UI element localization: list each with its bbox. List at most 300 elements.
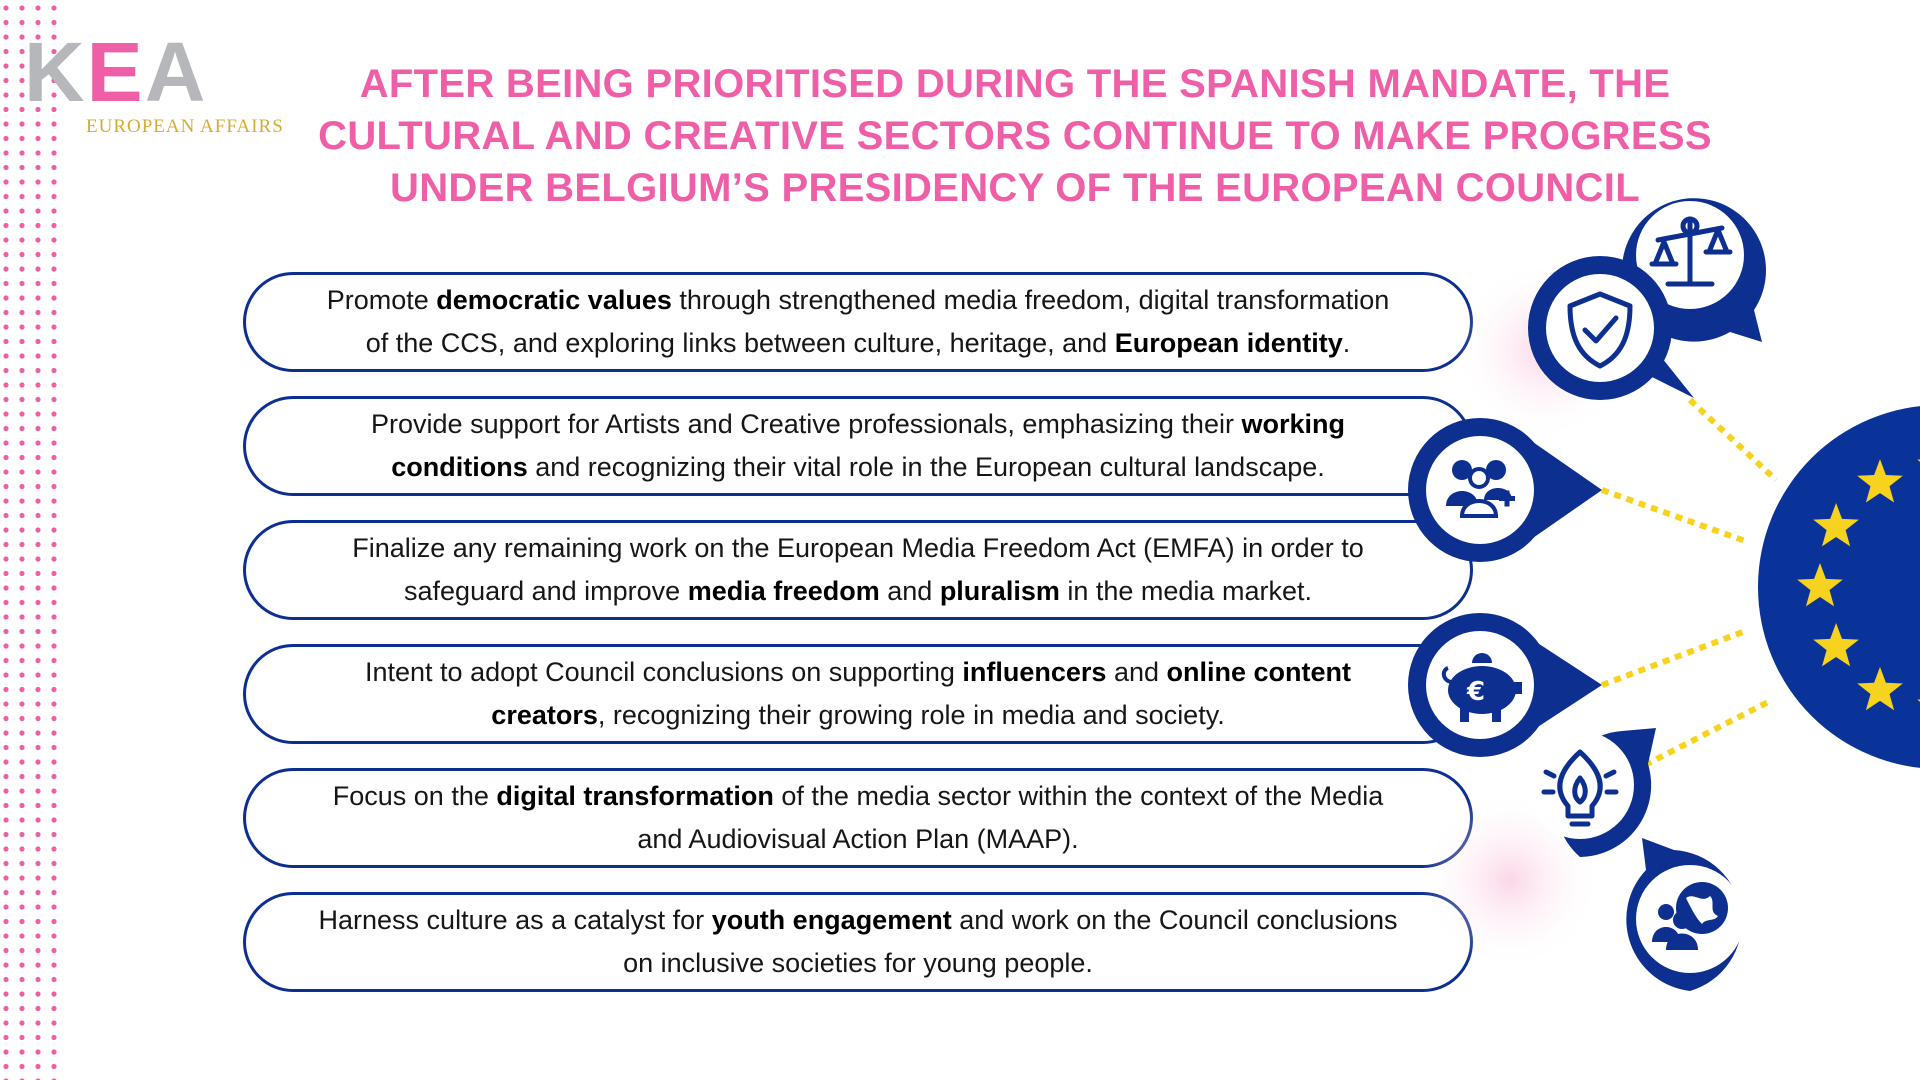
decor-dot [51,411,56,416]
decor-dot [19,208,24,213]
decor-dot [51,194,56,199]
decor-dot [51,5,56,10]
decor-dot [35,498,40,503]
decor-dot [3,687,8,692]
decor-dot [35,933,40,938]
decor-dot [3,165,8,170]
decor-dot [3,78,8,83]
priority-emphasis: European identity [1114,328,1343,358]
decor-dot [19,513,24,518]
decor-dot [19,658,24,663]
priority-emphasis: democratic values [436,285,672,315]
decor-dot [35,716,40,721]
pin-inner [1426,436,1534,544]
decor-dot [19,1035,24,1040]
decor-dot [51,919,56,924]
decor-dot [3,962,8,967]
decor-dot [51,687,56,692]
decor-dot [35,875,40,880]
decor-dot [35,730,40,735]
decor-dot [35,658,40,663]
decor-dot [35,803,40,808]
decor-dot [19,223,24,228]
decor-dot [3,817,8,822]
decor-dot [51,716,56,721]
decor-dot [3,803,8,808]
decor-dot [35,556,40,561]
decor-dot [19,266,24,271]
decor-dot [35,310,40,315]
decor-dot [3,1064,8,1069]
decor-dot [35,643,40,648]
decor-dot [51,759,56,764]
decor-dot [3,368,8,373]
decor-dot [35,614,40,619]
decor-dot [35,223,40,228]
decor-dot [51,426,56,431]
decor-dot [19,484,24,489]
decor-dot [35,774,40,779]
decor-dot [19,498,24,503]
decor-dot [51,295,56,300]
decor-dot [19,832,24,837]
connector-line [1645,700,1772,765]
decor-dot [19,977,24,982]
decor-dot [3,34,8,39]
dot-pattern-decoration [0,0,70,1080]
decor-dot [19,527,24,532]
icon-pin [1626,838,1744,991]
decor-dot [19,861,24,866]
decor-dot [3,658,8,663]
decor-dot [3,629,8,634]
decor-dot [19,933,24,938]
decor-dot [3,991,8,996]
decor-dot [35,832,40,837]
decor-dot [3,107,8,112]
decor-dot [19,730,24,735]
decor-dot [35,701,40,706]
decor-dot [51,745,56,750]
priority-text-segment: . [1342,328,1351,358]
decor-dot [3,498,8,503]
decor-dot [19,817,24,822]
decor-dot [35,817,40,822]
decor-dot [19,745,24,750]
decor-dot [51,237,56,242]
decor-dot [51,324,56,329]
decor-dot [3,832,8,837]
headline-line: CULTURAL AND CREATIVE SECTORS CONTINUE TO MAKE PROGRESS [318,114,1712,158]
decor-dot [35,1035,40,1040]
priority-text-segment: Focus on the [332,781,497,811]
decor-dot [3,513,8,518]
decor-dot [51,498,56,503]
headline-line: AFTER BEING PRIORITISED DURING THE SPANISH MANDATE, THE [359,62,1671,106]
kea-logo [24,25,324,140]
priority-text [318,899,1398,985]
priority-item [243,396,1473,496]
decor-dot [3,266,8,271]
priority-text-segment: through strengthened media freedom, digital transformation of the CCS, and exploring links between culture, heritage, and [365,285,1390,358]
headline-line: UNDER BELGIUM’S PRESIDENCY OF THE EUROPEAN COUNCIL [390,166,1640,210]
decor-dot [35,600,40,605]
decor-dot [51,933,56,938]
decor-dot [19,455,24,460]
decor-dot [51,585,56,590]
decor-dot [19,875,24,880]
decor-dot [51,150,56,155]
decor-dot [35,948,40,953]
decor-dot [51,469,56,474]
decor-dot [3,194,8,199]
decor-dot [3,614,8,619]
decor-dot [19,687,24,692]
decor-dot [3,600,8,605]
decor-dot [3,1006,8,1011]
decor-dot [19,788,24,793]
decor-dot [35,919,40,924]
decor-dot [35,585,40,590]
pin-tail [1530,440,1602,540]
decor-dot [51,629,56,634]
decor-dot [51,556,56,561]
decor-dot [51,614,56,619]
priority-item [243,892,1473,992]
connector-line [1690,400,1776,480]
decor-dot [3,295,8,300]
logo-mark [24,25,208,119]
decor-dot [19,774,24,779]
decor-dot [19,150,24,155]
decor-dot [19,295,24,300]
decor-dot [35,962,40,967]
decor-dot [3,5,8,10]
decor-dot [51,1035,56,1040]
eu-flag-circle [1758,405,1920,769]
decor-dot [3,426,8,431]
decor-dot [35,339,40,344]
decor-dot [3,208,8,213]
decor-dot [19,585,24,590]
decor-dot [35,1020,40,1025]
priority-emphasis: online content creators [491,657,1351,730]
decor-dot [19,281,24,286]
decor-dot [19,382,24,387]
decor-dot [3,339,8,344]
decor-dot [3,179,8,184]
decor-dot [3,252,8,257]
decor-dot [35,179,40,184]
decor-dot [35,788,40,793]
decor-dot [51,672,56,677]
decor-dot [51,368,56,373]
decor-dot [3,643,8,648]
decor-dot [3,716,8,721]
priority-text [318,279,1398,365]
decor-dot [19,846,24,851]
decor-dot [19,440,24,445]
decor-dot [35,672,40,677]
decor-dot [19,803,24,808]
decor-dot [51,890,56,895]
decor-dot [3,977,8,982]
decor-dot [35,759,40,764]
decor-dot [19,701,24,706]
priority-text-segment: , recognizing their growing role in media and society. [597,700,1225,730]
decor-dot [19,310,24,315]
decor-dot [3,469,8,474]
decor-dot [19,672,24,677]
decor-dot [51,571,56,576]
priority-text-segment: Finalize any remaining work on the European Media Freedom Act (EMFA) in order to safeguard and improve [352,533,1364,606]
decor-dot [35,904,40,909]
decor-dot [3,223,8,228]
decor-dot [19,368,24,373]
decor-dot [3,701,8,706]
decor-dot [51,991,56,996]
decor-dot [19,339,24,344]
priority-text [318,775,1398,861]
decor-dot [51,977,56,982]
decor-dot [35,150,40,155]
decor-dot [3,382,8,387]
decor-dot [51,774,56,779]
decor-dot [19,1049,24,1054]
decor-dot [19,890,24,895]
decor-dot [3,150,8,155]
decor-dot [3,774,8,779]
decor-dot [3,730,8,735]
decor-dot [51,382,56,387]
decor-dot [51,817,56,822]
decor-dot [19,759,24,764]
decor-dot [35,542,40,547]
priority-emphasis: influencers [962,657,1107,687]
decor-dot [3,1035,8,1040]
decor-dot [3,411,8,416]
decor-dot [35,1006,40,1011]
priority-item [243,272,1473,372]
decor-dot [35,368,40,373]
decor-dot [35,484,40,489]
decor-dot [35,629,40,634]
decor-dot [3,121,8,126]
decor-dot [3,484,8,489]
decor-dot [35,1049,40,1054]
logo-letter-k: K [24,25,87,119]
decor-dot [19,991,24,996]
decor-dot [3,281,8,286]
decor-dot [3,904,8,909]
priority-text [318,403,1398,489]
decor-dot [35,991,40,996]
logo-subtitle: EUROPEAN AFFAIRS [86,116,284,137]
connector-line [1602,630,1748,685]
priority-emphasis: working conditions [391,409,1345,482]
decor-dot [3,788,8,793]
priority-text-segment: Harness culture as a catalyst for [318,905,712,935]
connector-line [1602,490,1748,542]
priority-text-segment: Intent to adopt Council conclusions on supporting [365,657,963,687]
eu-priorities-graphic [1380,160,1920,1040]
decor-dot [51,179,56,184]
decor-dot [3,237,8,242]
decor-dot [35,890,40,895]
priority-text-segment: in the media market. [1059,576,1312,606]
decor-dot [19,411,24,416]
decor-dot [19,353,24,358]
decor-dot [19,252,24,257]
decor-dot [51,904,56,909]
priority-emphasis: digital transformation [496,781,774,811]
decor-dot [35,165,40,170]
decor-dot [35,252,40,257]
decor-dot [35,455,40,460]
decor-dot [19,1020,24,1025]
decor-dot [51,962,56,967]
decor-dot [51,527,56,532]
decor-dot [3,136,8,141]
decor-dot [51,658,56,663]
logo-letter-a: A [144,25,208,119]
decor-dot [35,295,40,300]
decor-dot [35,281,40,286]
eu-flag-disc [1758,405,1920,769]
decor-dot [51,542,56,547]
decor-dot [51,788,56,793]
priority-text [318,527,1398,613]
decor-dot [19,919,24,924]
decor-dot [35,411,40,416]
decor-dot [3,875,8,880]
decor-dot [35,861,40,866]
decor-dot [35,266,40,271]
decor-dot [3,861,8,866]
decor-dot [51,832,56,837]
decor-dot [3,1020,8,1025]
decor-dot [51,948,56,953]
decor-dot [3,49,8,54]
decor-dot [19,571,24,576]
decor-dot [51,353,56,358]
decor-dot [35,382,40,387]
decor-dot [19,643,24,648]
decor-dot [51,701,56,706]
decor-dot [19,614,24,619]
decor-dot [51,281,56,286]
priority-text-segment: Provide support for Artists and Creative professionals, emphasizing their [371,409,1242,439]
decor-dot [35,687,40,692]
decor-dot [51,643,56,648]
decor-dot [35,745,40,750]
decor-dot [3,672,8,677]
decor-dot [51,730,56,735]
decor-dot [19,556,24,561]
decor-dot [51,339,56,344]
decor-dot [3,948,8,953]
decor-dot [19,194,24,199]
decor-dot [3,92,8,97]
decor-dot [51,266,56,271]
decor-dot [3,890,8,895]
decor-dot [3,310,8,315]
decor-dot [3,846,8,851]
decor-dot [35,440,40,445]
decor-dot [19,904,24,909]
decor-dot [35,527,40,532]
decor-dot [51,1064,56,1069]
priority-text-segment: and work on the Council conclusions on inclusive societies for young people. [623,905,1398,978]
decor-dot [51,484,56,489]
svg-text:€: € [1466,677,1486,707]
logo-letter-e: E [86,25,145,119]
decor-dot [3,397,8,402]
decor-dot [19,165,24,170]
decor-dot [51,252,56,257]
decor-dot [51,208,56,213]
decor-dot [35,469,40,474]
decor-dot [3,324,8,329]
decor-dot [51,1020,56,1025]
priority-emphasis: media freedom [687,576,880,606]
decor-dot [51,455,56,460]
decor-dot [3,933,8,938]
decor-dot [19,324,24,329]
decor-dot [19,426,24,431]
decor-dot [3,353,8,358]
decor-dot [51,1006,56,1011]
decor-dot [35,513,40,518]
decor-dot [19,542,24,547]
decor-dot [19,962,24,967]
decor-dot [3,440,8,445]
decor-dot [3,745,8,750]
decor-dot [51,513,56,518]
decor-dot [3,455,8,460]
decor-dot [19,600,24,605]
decor-dot [3,542,8,547]
decor-dot [19,716,24,721]
decor-dot [35,5,40,10]
decor-dot [35,237,40,242]
decor-dot [35,208,40,213]
decor-dot [19,948,24,953]
decor-dot [51,223,56,228]
decor-dot [35,194,40,199]
decor-dot [3,585,8,590]
decor-dot [3,556,8,561]
decor-dot [3,20,8,25]
priority-text [318,651,1398,737]
decor-dot [35,846,40,851]
decor-dot [35,571,40,576]
decor-dot [19,237,24,242]
decor-dot [19,1064,24,1069]
decor-dot [19,1006,24,1011]
priority-item [243,520,1473,620]
decor-dot [51,440,56,445]
icon-pin [1408,418,1602,562]
decor-dot [19,179,24,184]
connector-lines [1602,400,1776,765]
priority-emphasis: youth engagement [711,905,952,935]
decor-dot [51,875,56,880]
decor-dot [3,919,8,924]
decor-dot [35,324,40,329]
priority-text-segment: and [1106,657,1167,687]
decor-dot [51,165,56,170]
